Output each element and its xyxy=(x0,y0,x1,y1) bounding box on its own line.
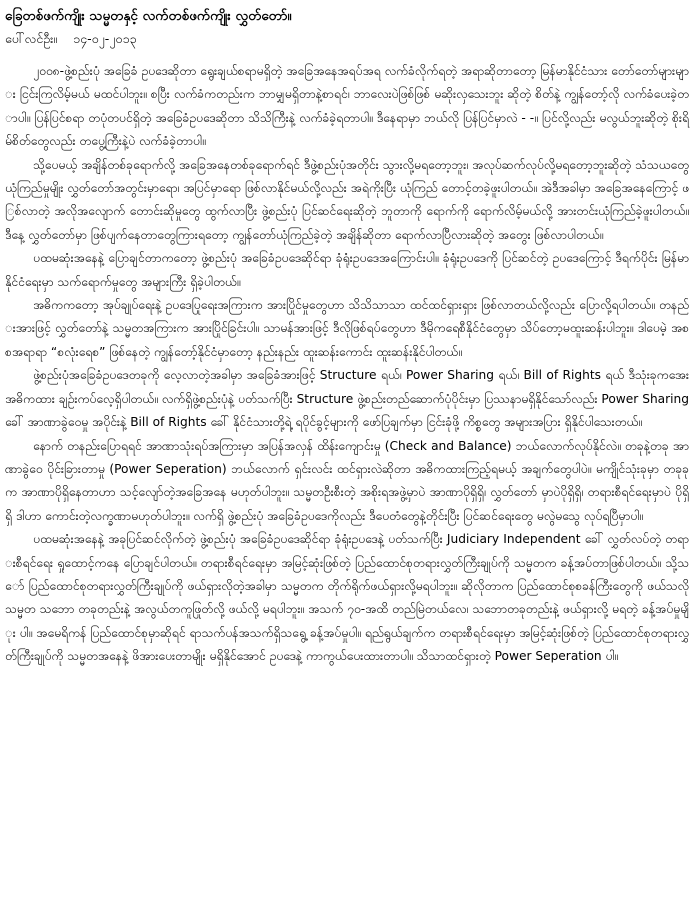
article-paragraph-3: ပထမဆုံးအနေနဲ့ ပြောချင်တာကတော့ ဖွဲ့စည်းပုံ အခြေခံဥပဒေဆိုင်ရာ ခုံရုံးဥပဒေအကြောင်းပါ။ ခုံရုံးဥပဒေကို ပြင်ဆင်တဲ့ ဥပဒေကြောင့် ဒီရက်ပိုင်း မြန်မာနိုင်ငံရေးမှာ သက်ရောက်မှုတွေ အများကြီး ရှိခဲ့ပါတယ်။ xyxy=(5,251,689,289)
article-date: ၁၄-၀၂-၂၀၁၃ xyxy=(73,31,137,46)
byline-spacer xyxy=(61,31,69,46)
article-paragraph-6: နောက် တနည်းပြောရရင် အာဏာသုံးရပ်အကြားမှာ အပြန်အလှန် ထိန်းကျောင်းမှု (Check and Balance) ဘယ်လောက်လုပ်နိုင်လဲ။ တခုနဲ့တခု အာဏာခွဲဝေ ပိုင်းခြားတာမှု (Power Seperation) ဘယ်လောက် ရှင်းလင်း ထင်ရှားလဲဆိုတာ အဓိကထားကြည့်ရမယ့် အချက်တွေပါပဲ။ မကျိုင်သုံးခုမှာ တခုခုက အာဏာပိုရှိနေတာဟာ သင့်လျော်တဲ့အခြေအနေ မဟုတ်ပါဘူး။ သမ္မတဦးစီးတဲ့ အစိုးရအဖွဲ့မှာပဲ အာဏာပိုရှိရှိ၊ လွှတ်တော် မှာပဲပိုရှိရှိ၊ တရားစီရင်ရေးမှာပဲ ပိုရှိရှိ ဒါဟာ ကောင်းတဲ့လက္ခဏာမဟုတ်ပါဘူး။ လက်ရှိ ဖွဲ့စည်းပုံ အခြေခံဥပဒေကိုလည်း ဒီပေတံတွေနဲ့တိုင်းပြီး ပြင်ဆင်ရေးတွေ မလွဲမသွေ လုပ်ရပြီမှာပါ။ xyxy=(5,438,689,523)
article-paragraph-2: သို့ပေမယ့် အချိန်တစ်ခုရောက်လို့ အခြေအနေတစ်ခုရောက်ရင် ဒီဖွဲ့စည်းပုံအတိုင်း သွားလို့မရတော့ဘူး၊ အလုပ်ဆက်လုပ်လို့မရတော့ဘူးဆိုတဲ့ သံသယတွေ ယုံကြည်မှုမျိုး လွှတ်တော်အတွင်းမှာရော၊ အပြင်မှာရော ဖြစ်လာနိုင်မယ်လို့လည်း အရဲကိုးပြီး ယုံကြည် တောင့်တခဲ့ဖူးပါတယ်။ အဲဒီအခါမှာ အခြေအနေကြောင့် ဖြစ်လာတဲ့ အလိုအလျောက် တောင်းဆိုမှုတွေ ထွက်လာပြီး ဖွဲ့စည်းပုံ ပြင်ဆင်ရေးဆိုတဲ့ ဘူတာကို ရောက်ကို ရောက်လိမ့်မယ်လို့ အားတင်းယုံကြည်ခဲ့ဖူးပါတယ်။ ဒီနေ့ လွှတ်တော်မှာ ဖြစ်ပျက်နေတာတွေကြားရတော့ ကျွန်တော်ယုံကြည်ခဲ့တဲ့ အချိန်ဆိုတာ ရောက်လာပြီလားဆိုတဲ့ အတွေး ဖြစ်လာပါတယ်။ xyxy=(5,157,689,242)
article-author: ပေါ်လင်ဦး။ xyxy=(5,31,58,46)
article-body xyxy=(5,60,689,669)
article-byline-row xyxy=(5,28,689,50)
article-paragraph-1: ၂၀၀၈-ဖွဲ့စည်းပုံ အခြေခံ ဥပဒေဆိုတာ ရွေးချယ်စရာမရှိတဲ့ အခြေအနေအရပ်အရ လက်ခံလိုက်ရတဲ့ အရာဆိုတာတော့ မြန်မာနိုင်ငံသား တော်တော်များများ ငြင်းကြလိမ့်မယ် မထင်ပါဘူး။ စပြီး လက်ခံကတည်းက ဘာမျှမရှိတာနဲ့စာရင်၊ ဘာလေးပဲဖြစ်ဖြစ် မဆိုးလှသေးဘူး ဆိုတဲ့ စိတ်နဲ့ ကျွန်တော့်လို လက်ခံပေးခဲ့တာပါ။ ပြန်ပြင်စရာ တပုံတပင်ရှိတဲ့ အခြေခံဥပဒေဆိုတာ သိသိကြီးနဲ့ လက်ခံခဲ့ရတာပါ။ ဒီနေရာမှာ ဘယ်လို ပြန်ပြင်မှာလဲ - -။ ပြင်လို့လည်း မလွယ်ဘူးဆိုတဲ့ စိုးရိမ်စိတ်တွေလည်း တပွေ့ကြီးနဲ့ပဲ လက်ခံခဲ့တာပါ။ xyxy=(5,64,689,149)
article-paragraph-5: ဖွဲ့စည်းပုံအခြေခံဥပဒေတခုကို လေ့လာတဲ့အခါမှာ အခြေခံအားဖြင့် Structure ရယ်၊ Power Sharing ရယ်၊ Bill of Rights ရယ် ဒီသုံးခုကအေး အဓိကထား ချဉ်းကပ်လေ့ရှိပါတယ်။ လက်ရှိဖွဲ့စည်းပုံနဲ့ ပတ်သက်ပြီး Structure ဖွဲ့စည်းတည်ဆောက်ပုံပိုင်းမှာ ပြဿနာမရှိနိုင်သော်လည်း Power Sharing ခေါ် အာဏာခွဲဝေမှု အပိုင်းနဲ့ Bill of Rights ခေါ် နိုင်ငံသားတို့ရဲ့ ရပိုင်ခွင့်များကို ဖော်ပြချက်မှာ ငြင်းခုံဖို့ ကိစ္စတွေ အများအပြား ရှိနိုင်ပါသေးတယ်။ xyxy=(5,368,689,430)
article-paragraph-4: အဓိကကတော့ အုပ်ချုပ်ရေးနဲ့ ဥပဒေပြုရေးအကြားက အားပြိုင်မှုတွေဟာ သိသိသာသာ ထင်ထင်ရှားရှား ဖြစ်လာတယ်လို့လည်း ပြောလို့ရပါတယ်။ တနည်းအားဖြင့် လွှတ်တော်နဲ့ သမ္မတအကြားက အားပြိုင်ခြင်းပါ။ သာမန်အားဖြင့် ဒီလိုဖြစ်ရပ်တွေဟာ ဒီမိုကရေစီနိုင်ငံတွေမှာ သိပ်တော့မထူးဆန်းပါဘူး။ ဒါပေမဲ့ အစစအရာရာ “စလုံးရေစ” ဖြစ်နေတဲ့ ကျွန်တော့်နိုင်ငံမှာတော့ နည်းနည်း ထူးဆန်းကောင်း ထူးဆန်းနိုင်ပါတယ်။ xyxy=(5,298,689,359)
article-title: ခြေတစ်ဖက်ကျိုး သမ္မတနှင့် လက်တစ်ဖက်ကျိုး လွှတ်တော်။ xyxy=(5,8,292,24)
article-paragraph-7: ပထမဆုံးအနေနဲ့ အခုပြင်ဆင်လိုက်တဲ့ ဖွဲ့စည်းပုံ အခြေခံဥပဒေဆိုင်ရာ ခုံရုံးဥပဒေနဲ့ ပတ်သက်ပြီး Judiciary Independent ခေါ် လွှတ်လပ်တဲ့ တရားစီရင်ရေး ရှုထောင့်ကနေ ပြောချင်ပါတယ်။ တရားစီရင်ရေးမှာ အမြင့်ဆုံးဖြစ်တဲ့ ပြည်ထောင်စုတရားလွှတ်ကြီးချုပ်ကို သမ္မတက ခန့်အပ်တာဖြစ်ပါတယ်။ သို့သော် ပြည်ထောင်စုတရားလွှတ်ကြီးချုပ်ကို ဖယ်ရှားလိုတဲ့အခါမှာ သမ္မတက တိုက်ရိုက်ဖယ်ရှားလို့မရပါဘူး။ ဆိုလိုတာက ပြည်ထောင်စုစခန်ကြီးတွေကို ဖယ်သလို သမ္မတ သဘော တခုတည်းနဲ့ အလွယ်တကူဖြုတ်လို့ ဖယ်လို့ မရပါဘူး။ အသက် ၇၀-အထိ တည်မြဲတယ်လေ၊ သဘောတခုတည်းနဲ့ ဖယ်ရှားလို့ မရတဲ့ ခန့်အပ်မှုမျိုး ပါ။ အမေရိကန် ပြည်ထောင်စုမှာဆိုရင် ရာသက်ပန်အသက်ရှိသရွေ့ ခန့်အပ်မှုပါ။ ရည်ရွယ်ချက်က တရားစီရင်ရေးမှာ အမြင့်ဆုံးဖြစ်တဲ့ ပြည်ထောင်စုတရားလွှတ်ကြီးချုပ်ကို သမ္မတအနေနဲ့ ဖိအားပေးတာမျိုး မရှိနိုင်အောင် ဥပဒေနဲ့ ကာကွယ်ပေးထားတာပါ။ သိသာထင်ရှားတဲ့ Power Seperation ပါ။ xyxy=(5,532,689,664)
